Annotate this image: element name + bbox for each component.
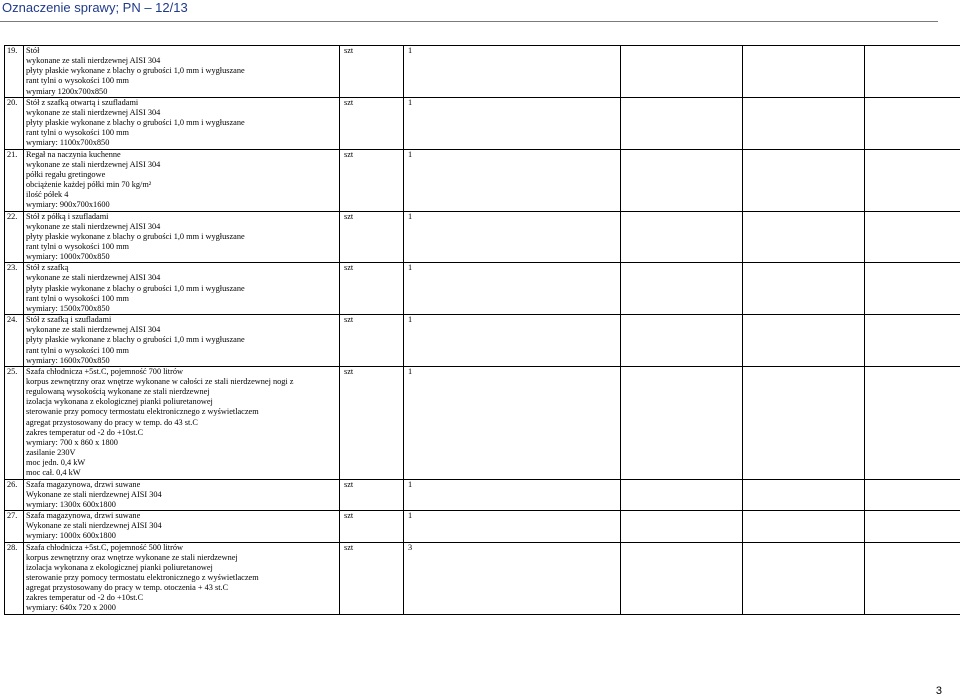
item-quantity: 1 (404, 511, 621, 542)
empty-price-cell (621, 263, 743, 315)
description-line: płyty płaskie wykonane z blachy o grubości 1,0 mm i wygłuszane (26, 118, 245, 128)
item-description (24, 511, 340, 542)
item-unit: szt (340, 366, 404, 479)
description-line: sterowanie przy pomocy termostatu elektronicznego z wyświetlaczem (26, 407, 259, 417)
item-number: 24. (5, 315, 24, 367)
empty-price-cell (865, 46, 960, 98)
description-line: płyty płaskie wykonane z blachy o grubości 1,0 mm i wygłuszane (26, 66, 245, 76)
description-line: agregat przystosowany do pracy w temp. do 43 st.C (26, 417, 198, 427)
page-number: 3 (935, 685, 942, 697)
description-line: korpus zewnętrzny oraz wnętrze wykonane ze stali nierdzewnej (26, 552, 238, 562)
description-line: wymiary: 640x 720 x 2000 (26, 603, 116, 613)
item-unit: szt (340, 479, 404, 510)
description-line: Stół (26, 46, 40, 55)
item-unit: szt (340, 315, 404, 367)
description-line: zakres temperatur od -2 do +10st.C (26, 593, 144, 603)
description-line: wymiary: 1000x700x850 (26, 252, 110, 262)
description-line: sterowanie przy pomocy termostatu elektronicznego z wyświetlaczem (26, 572, 259, 582)
item-description (24, 149, 340, 211)
table-row (5, 366, 960, 479)
item-description (24, 46, 340, 98)
empty-price-cell (865, 211, 960, 263)
table-row (5, 149, 960, 211)
empty-price-cell (743, 97, 865, 149)
empty-price-cell (743, 511, 865, 542)
specification-table (4, 45, 960, 615)
empty-price-cell (865, 511, 960, 542)
empty-price-cell (865, 263, 960, 315)
item-number: 19. (5, 46, 24, 98)
description-line: zakres temperatur od -2 do +10st.C (26, 427, 144, 437)
description-line: płyty płaskie wykonane z blachy o grubości 1,0 mm i wygłuszane (26, 231, 245, 241)
item-number: 21. (5, 149, 24, 211)
description-line: Szafa chłodnicza +5st.C, pojemność 500 litrów (26, 542, 183, 552)
empty-price-cell (865, 366, 960, 479)
description-line: rant tylni o wysokości 100 mm (26, 76, 130, 86)
item-unit: szt (340, 211, 404, 263)
empty-price-cell (621, 366, 743, 479)
description-line: wymiary: 1000x 600x1800 (26, 531, 116, 541)
item-quantity: 1 (404, 149, 621, 211)
description-line: wykonane ze stali nierdzewnej AISI 304 (26, 221, 161, 231)
empty-price-cell (621, 211, 743, 263)
description-line: Szafa chłodnicza +5st.C, pojemność 700 litrów (26, 366, 183, 376)
item-unit: szt (340, 97, 404, 149)
empty-price-cell (743, 211, 865, 263)
description-line: wykonane ze stali nierdzewnej AISI 304 (26, 56, 161, 66)
description-line: ilość półek 4 (26, 190, 69, 200)
item-number: 28. (5, 542, 24, 614)
item-description (24, 479, 340, 510)
description-line: wykonane ze stali nierdzewnej AISI 304 (26, 325, 161, 335)
empty-price-cell (865, 149, 960, 211)
item-number: 25. (5, 366, 24, 479)
description-line: płyty płaskie wykonane z blachy o grubości 1,0 mm i wygłuszane (26, 335, 245, 345)
table-row (5, 263, 960, 315)
item-quantity: 1 (404, 263, 621, 315)
item-number: 27. (5, 511, 24, 542)
item-unit: szt (340, 263, 404, 315)
table-row (5, 211, 960, 263)
description-line: Szafa magazynowa, drzwi suwane (26, 479, 141, 489)
empty-price-cell (743, 46, 865, 98)
table-row (5, 511, 960, 542)
description-line: wykonane ze stali nierdzewnej AISI 304 (26, 273, 161, 283)
description-line: rant tylni o wysokości 100 mm (26, 345, 130, 355)
table-row (5, 46, 960, 98)
description-line: Szafa magazynowa, drzwi suwane (26, 511, 141, 521)
description-line: wymiary: 700 x 860 x 1800 (26, 437, 118, 447)
description-line: Wykonane ze stali nierdzewnej AISI 304 (26, 489, 162, 499)
description-line: izolacja wykonana z ekologicznej pianki poliuretanowej (26, 397, 213, 407)
empty-price-cell (743, 315, 865, 367)
table-row (5, 479, 960, 510)
description-line: zasilanie 230V (26, 448, 76, 458)
item-quantity: 1 (404, 211, 621, 263)
item-description (24, 315, 340, 367)
empty-price-cell (621, 315, 743, 367)
empty-price-cell (865, 542, 960, 614)
empty-price-cell (865, 97, 960, 149)
item-quantity: 1 (404, 479, 621, 510)
item-number: 26. (5, 479, 24, 510)
table-row (5, 315, 960, 367)
description-line: wykonane ze stali nierdzewnej AISI 304 (26, 159, 161, 169)
empty-price-cell (743, 263, 865, 315)
description-line: rant tylni o wysokości 100 mm (26, 128, 130, 138)
empty-price-cell (743, 479, 865, 510)
specification-table-body (5, 46, 960, 615)
description-line: regulowaną wysokością wykonane ze stali nierdzewnej (26, 387, 210, 397)
description-line: Stół z szafką (26, 263, 69, 273)
item-quantity: 3 (404, 542, 621, 614)
description-line: moc cał. 0,4 kW (26, 468, 81, 478)
description-line: wymiary: 1100x700x850 (26, 138, 110, 148)
description-line: rant tylni o wysokości 100 mm (26, 293, 130, 303)
item-description (24, 97, 340, 149)
empty-price-cell (621, 511, 743, 542)
item-description (24, 211, 340, 263)
table-row (5, 97, 960, 149)
description-line: wymiary: 1600x700x850 (26, 355, 110, 365)
item-unit: szt (340, 149, 404, 211)
item-description (24, 263, 340, 315)
item-quantity: 1 (404, 315, 621, 367)
item-quantity: 1 (404, 366, 621, 479)
empty-price-cell (743, 366, 865, 479)
description-line: wymiary 1200x700x850 (26, 86, 108, 96)
description-line: płyty płaskie wykonane z blachy o grubości 1,0 mm i wygłuszane (26, 283, 245, 293)
description-line: wymiary: 1500x700x850 (26, 303, 110, 313)
empty-price-cell (621, 149, 743, 211)
empty-price-cell (621, 479, 743, 510)
item-unit: szt (340, 46, 404, 98)
description-line: obciążenie każdej półki min 70 kg/m² (26, 180, 152, 190)
empty-price-cell (743, 149, 865, 211)
item-description (24, 542, 340, 614)
empty-price-cell (743, 542, 865, 614)
item-description (24, 366, 340, 479)
document-header-title: Oznaczenie sprawy; PN – 12/13 (2, 0, 188, 15)
description-line: moc jedn. 0,4 kW (26, 458, 86, 468)
item-unit: szt (340, 542, 404, 614)
header-divider (0, 21, 938, 22)
empty-price-cell (621, 46, 743, 98)
description-line: Wykonane ze stali nierdzewnej AISI 304 (26, 521, 162, 531)
description-line: Stół z półką i szufladami (26, 211, 109, 221)
item-number: 22. (5, 211, 24, 263)
description-line: wymiary: 1300x 600x1800 (26, 499, 116, 509)
empty-price-cell (621, 542, 743, 614)
item-number: 23. (5, 263, 24, 315)
description-line: agregat przystosowany do pracy w temp. otoczenia + 43 st.C (26, 583, 229, 593)
table-row (5, 542, 960, 614)
description-line: Stół z szafką otwartą i szufladami (26, 97, 139, 107)
description-line: Stół z szafką i szufladami (26, 315, 112, 325)
description-line: wykonane ze stali nierdzewnej AISI 304 (26, 107, 161, 117)
empty-price-cell (865, 315, 960, 367)
description-line: korpus zewnętrzny oraz wnętrze wykonane w całości ze stali nierdzewnej nogi z (26, 377, 294, 386)
empty-price-cell (865, 479, 960, 510)
item-unit: szt (340, 511, 404, 542)
item-number: 20. (5, 97, 24, 149)
description-line: rant tylni o wysokości 100 mm (26, 241, 130, 251)
item-quantity: 1 (404, 46, 621, 98)
description-line: izolacja wykonana z ekologicznej pianki poliuretanowej (26, 562, 213, 572)
empty-price-cell (621, 97, 743, 149)
item-quantity: 1 (404, 97, 621, 149)
description-line: wymiary: 900x700x1600 (26, 200, 110, 210)
description-line: Regał na naczynia kuchenne (26, 149, 121, 159)
description-line: półki regału gretingowe (26, 169, 106, 179)
